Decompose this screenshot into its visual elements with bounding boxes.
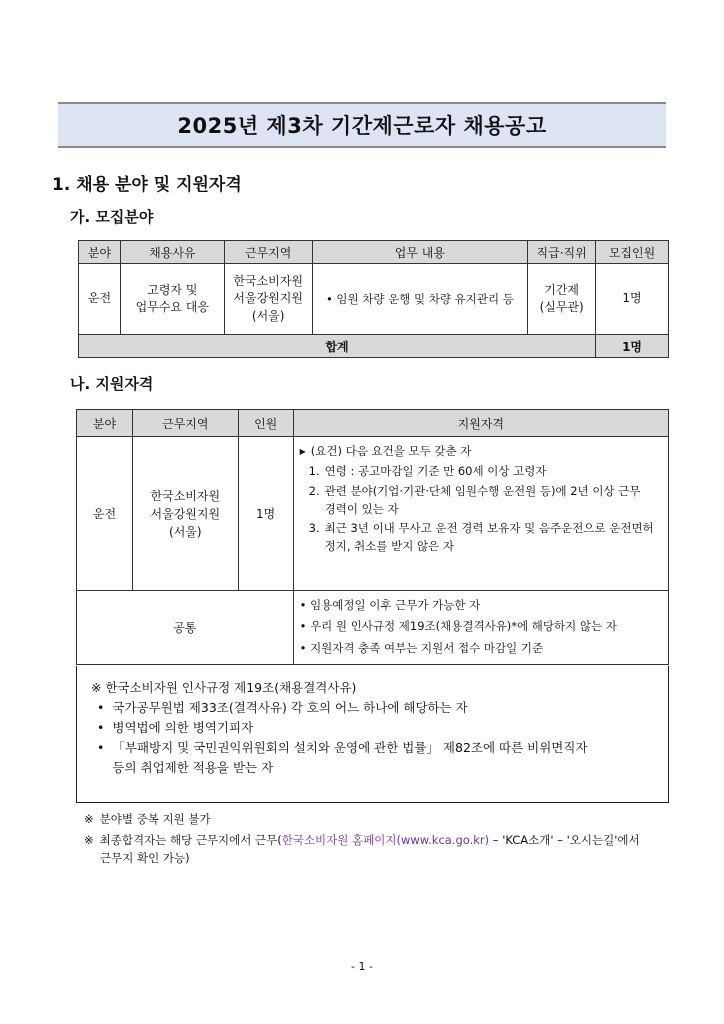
page-title: 2025년 제3차 기간제근로자 채용공고 [177, 114, 547, 138]
header-cell: 지원자격 [293, 410, 668, 437]
note-item-line: 「부패방지 및 국민권익위원회의 설치와 운영에 관한 법률」 제82조에 따른 비위면직자 [112, 740, 588, 755]
header-cell: 직급·직위 [528, 241, 596, 264]
common-cell [293, 591, 668, 665]
header-cell: 근무지역 [132, 410, 238, 437]
common-label: 공통 [77, 591, 294, 665]
footnote-1 [84, 811, 211, 829]
footnote-cont: 근무지 확인 가능) [100, 850, 190, 865]
item-text-cont: 경력이 있는 자 [324, 501, 399, 516]
item-text-line: 관련 분야(기업·기관·단체 임원수행 운전원 등)에 2년 이상 근무 [324, 483, 641, 498]
recruit-table-header [79, 241, 669, 264]
bullet-icon: • [97, 700, 105, 715]
requirement-lead [300, 443, 660, 461]
location-cell [224, 264, 312, 335]
reason-cell [120, 264, 224, 335]
rank-line: 기간제 [544, 282, 580, 297]
header-cell: 인원 [238, 410, 293, 437]
common-item: • 우리 원 인사규정 제19조(채용결격사유)*에 해당하지 않는 자 [299, 619, 617, 634]
header-cell: 채용사유 [120, 241, 224, 264]
note-item-cont: 등의 취업제한 적용을 받는 자 [112, 760, 274, 775]
table-row [79, 264, 669, 335]
title-banner [58, 102, 666, 148]
requirement-item [309, 520, 660, 556]
header-cell: 업무 내용 [312, 241, 528, 264]
footnote-2 [84, 832, 684, 868]
footnote-text: – 'KCA소개' – '오시는길'에서 [489, 833, 640, 847]
table-row [77, 437, 669, 591]
field-cell: 운전 [77, 437, 133, 591]
item-text [325, 520, 654, 556]
rank-line: (실무관) [539, 300, 584, 314]
location-line: 서울강원지원 [150, 506, 221, 521]
footnote-text: 분야별 중복 지원 불가 [99, 812, 211, 826]
total-label: 합계 [79, 335, 596, 358]
note-item-text: 병역법에 의한 병역기피자 [112, 720, 254, 735]
reason-line: 고령자 및 [147, 282, 198, 297]
location-cell [132, 437, 238, 591]
duty-cell: • 임원 차량 운행 및 차량 유지관리 등 [312, 264, 528, 335]
item-text-cont: 정지, 취소를 받지 않은 자 [324, 539, 454, 554]
location-line: 서울강원지원 [233, 291, 303, 306]
subsection-heading-a: 가. 모집분야 [70, 208, 154, 226]
item-text-line: 최근 3년 이내 무사고 운전 경력 보유자 및 음주운전으로 운전면허 [324, 521, 654, 536]
reference-mark: ※ [84, 812, 94, 826]
subsection-heading-b: 나. 지원자격 [70, 375, 154, 393]
header-cell: 근무지역 [224, 241, 312, 264]
requirement-lead-text: (요건) 다음 요건을 모두 갖춘 자 [310, 444, 472, 458]
item-number: 1. [308, 464, 320, 478]
note-item-text [112, 738, 587, 778]
requirement-item [309, 463, 660, 481]
qualification-table [76, 409, 669, 665]
reason-line: 업무수요 대응 [135, 300, 210, 314]
location-line: (서울) [251, 308, 285, 323]
location-line: 한국소비자원 [150, 488, 221, 503]
field-cell: 운전 [79, 264, 121, 335]
note-title: ※ 한국소비자원 인사규정 제19조(채용결격사유) [91, 680, 357, 695]
section-heading: 1. 채용 분야 및 지원자격 [52, 175, 242, 195]
item-text: 연령 : 공고마감일 기준 만 60세 이상 고령자 [324, 464, 547, 478]
item-number: 2. [308, 483, 320, 498]
requirement-cell [293, 437, 668, 591]
note-item [91, 718, 654, 738]
location-line: (서울) [169, 524, 202, 539]
item-number: 3. [308, 521, 320, 536]
homepage-link[interactable]: 한국소비자원 홈페이지(www.kca.go.kr) [281, 833, 490, 847]
footnote-text: 최종합격자는 해당 근무지에서 근무( [99, 833, 282, 847]
location-line: 한국소비자원 [233, 273, 303, 288]
total-count: 1명 [596, 335, 669, 358]
page-number: - 1 - [351, 960, 373, 973]
common-item: • 임용예정일 이후 근무가 가능한 자 [299, 598, 481, 612]
note-item [91, 738, 654, 778]
recruit-table [78, 240, 669, 358]
header-cell: 분야 [79, 241, 121, 264]
reference-mark: ※ [84, 833, 94, 847]
rank-cell [528, 264, 596, 335]
total-row [79, 335, 669, 358]
count-cell: 1명 [238, 437, 293, 591]
qualification-table-header [77, 410, 669, 437]
disqualification-note [76, 666, 669, 803]
common-row [77, 591, 669, 665]
bullet-icon: • [97, 720, 105, 735]
note-item-text: 국가공무원법 제33조(결격사유) 각 호의 어느 하나에 해당하는 자 [112, 700, 468, 715]
count-cell: 1명 [596, 264, 669, 335]
header-cell: 분야 [77, 410, 133, 437]
common-item: • 지원자격 충족 여부는 지원서 접수 마감일 기준 [299, 640, 544, 655]
header-cell: 모집인원 [596, 241, 669, 264]
bullet-icon: • [97, 740, 105, 755]
requirement-item [309, 483, 660, 519]
item-text [325, 483, 641, 519]
note-item [91, 698, 654, 718]
triangle-right-icon: ▶ [299, 447, 306, 456]
